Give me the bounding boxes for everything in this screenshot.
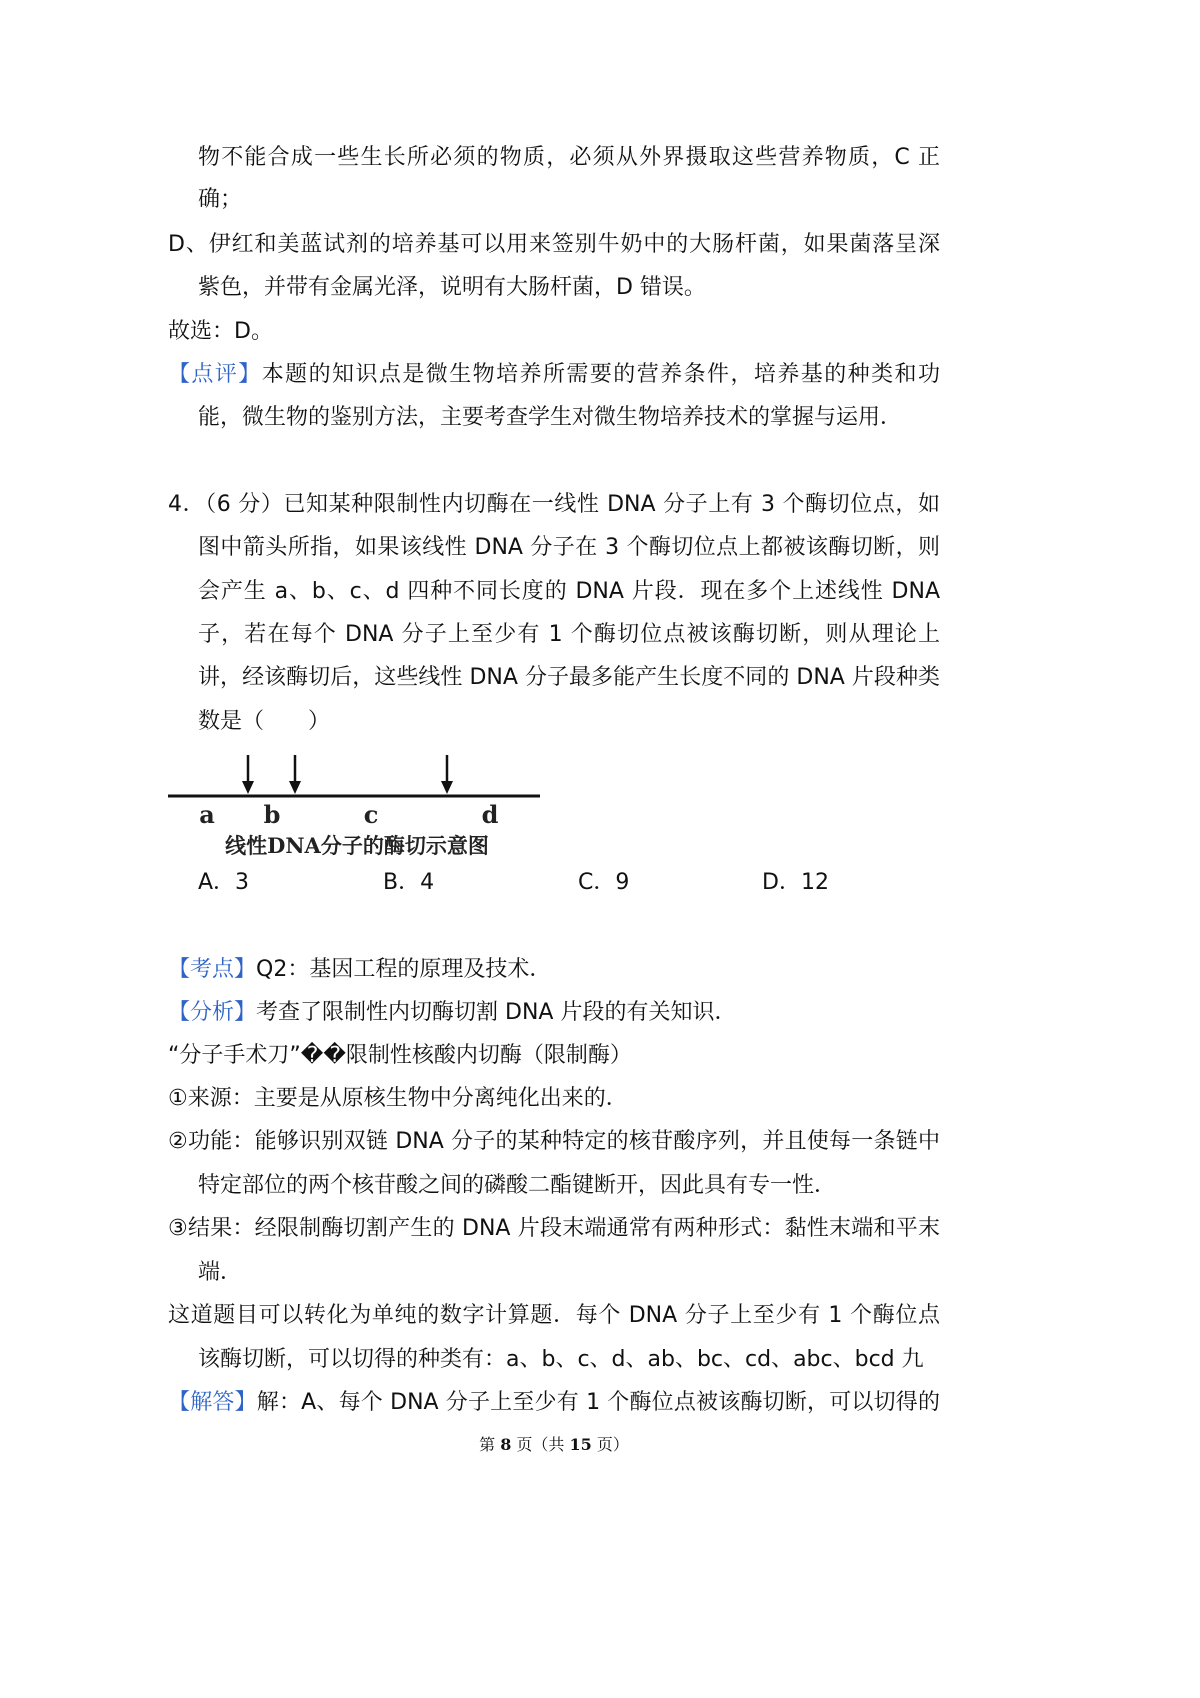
analysis-line-1: “分子手术刀”��限制性核酸内切酶（限制酶）	[168, 1043, 632, 1068]
dna-cut-diagram	[160, 745, 560, 865]
question-line-5: 讲，经该酶切后，这些线性 DNA 分子最多能产生长度不同的 DNA 片段种类	[198, 665, 940, 690]
fragment-label-c: c	[363, 800, 379, 829]
jieda-line	[168, 1387, 940, 1419]
answer-choice-line: 故选：D。	[168, 319, 273, 344]
question-line-3: 会产生 a、b、c、d 四种不同长度的 DNA 片段．现在多个上述线性 DNA	[198, 579, 940, 604]
fragment-label-a: a	[199, 800, 215, 829]
fenxi-line	[168, 997, 940, 1029]
analysis-line-6: 端．	[198, 1260, 243, 1285]
analysis-line-4: 特定部位的两个核苷酸之间的磷酸二酯键断开，因此具有专一性．	[198, 1173, 837, 1198]
footer-prefix: 第	[479, 1435, 501, 1454]
footer-suffix: 页）	[591, 1435, 629, 1454]
analysis-line-7: 这道题目可以转化为单纯的数字计算题．每个 DNA 分子上至少有 1 个酶位点	[168, 1303, 940, 1328]
continuation-line-1: 物不能合成一些生长所必须的物质，必须从外界摄取这些营养物质，C 正	[198, 145, 940, 170]
question-line-6: 数是（ ）	[198, 709, 331, 734]
analysis-line-8: 该酶切断，可以切得的种类有：a、b、c、d、ab、bc、cd、abc、bcd 九	[198, 1347, 924, 1372]
analysis-line-5: ③结果：经限制酶切割产生的 DNA 片段末端通常有两种形式：黏性末端和平末	[168, 1216, 940, 1241]
footer-page-number: 8	[500, 1435, 512, 1454]
option-b: B．4	[383, 870, 435, 895]
review-line-1	[168, 359, 940, 391]
jieda-tag: 【解答】	[168, 1390, 257, 1415]
question-line-4: 子，若在每个 DNA 分子上至少有 1 个酶切位点被该酶切断，则从理论上	[198, 622, 940, 647]
continuation-line-2: 确；	[198, 187, 243, 212]
option-d: D．12	[762, 870, 829, 895]
cut-arrow-2	[289, 755, 301, 794]
fenxi-text: 考查了限制性内切酶切割 DNA 片段的有关知识．	[256, 1000, 737, 1025]
option-c: C．9	[578, 870, 630, 895]
question-line-2: 图中箭头所指，如果该线性 DNA 分子在 3 个酶切位点上都被该酶切断，则	[198, 535, 940, 560]
analysis-line-2: ①来源：主要是从原核生物中分离纯化出来的．	[168, 1086, 628, 1111]
question-line-1: 4．（6 分）已知某种限制性内切酶在一线性 DNA 分子上有 3 个酶切位点，如	[168, 492, 940, 517]
fenxi-tag: 【分析】	[168, 1000, 257, 1025]
review-text-1: 本题的知识点是微生物培养所需要的营养条件，培养基的种类和功	[261, 362, 940, 387]
fragment-label-d: d	[481, 800, 499, 829]
review-line-2: 能，微生物的鉴别方法，主要考查学生对微生物培养技术的掌握与运用．	[198, 405, 903, 430]
kaodian-line	[168, 954, 940, 986]
fragment-label-b: b	[263, 800, 281, 829]
cut-arrow-3	[441, 755, 453, 794]
kaodian-tag: 【考点】	[168, 957, 257, 982]
cut-arrow-1	[242, 755, 254, 794]
figure-caption: 线性DNA分子的酶切示意图	[225, 833, 489, 858]
kaodian-text: Q2：基因工程的原理及技术．	[256, 957, 552, 982]
page-footer	[168, 1432, 940, 1458]
analysis-line-3: ②功能：能够识别双链 DNA 分子的某种特定的核苷酸序列，并且使每一条链中	[168, 1129, 940, 1154]
footer-middle: 页（共	[511, 1435, 570, 1454]
review-tag: 【点评】	[168, 362, 262, 387]
footer-total-pages: 15	[569, 1435, 592, 1454]
jieda-text: 解：A、每个 DNA 分子上至少有 1 个酶位点被该酶切断，可以切得的	[256, 1390, 940, 1415]
continuation-line-4: 紫色，并带有金属光泽，说明有大肠杆菌，D 错误。	[198, 275, 706, 300]
continuation-line-3: D、伊红和美蓝试剂的培养基可以用来签别牛奶中的大肠杆菌，如果菌落呈深	[168, 232, 940, 257]
option-a: A．3	[198, 870, 250, 895]
